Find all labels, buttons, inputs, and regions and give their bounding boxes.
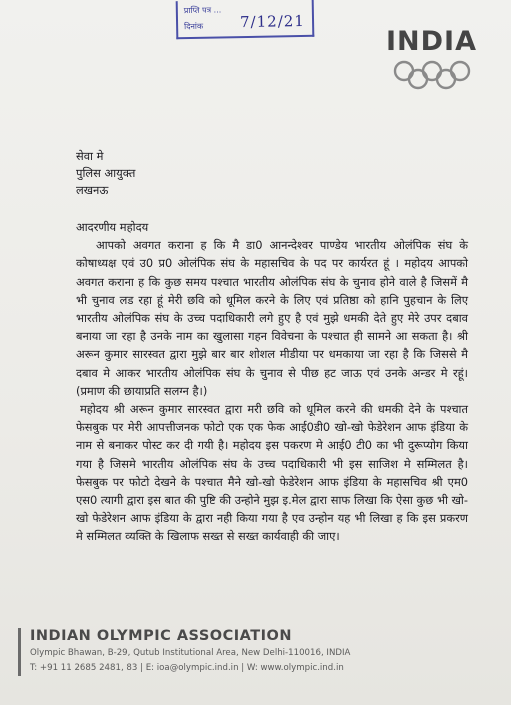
stamp-handwritten-date: 7/12/21 <box>239 11 306 32</box>
address-line-3: लखनऊ <box>76 183 109 197</box>
footer-accent-bar <box>18 628 21 676</box>
stamp-line-receipt: प्राप्ति पत्र ... <box>183 5 222 16</box>
footer-org-name: INDIAN OLYMPIC ASSOCIATION <box>30 628 292 644</box>
letter-body <box>76 148 468 546</box>
ring-yellow <box>409 70 427 88</box>
paragraph-2: महोदय श्री अरून कुमार सारस्वत द्वारा मरी छवि को धूमिल करने की धमकी देने के पश्चात फेसबुक पर मेरी आपत्तीजनक फोटो एक एक फेक आई0डी0 खो-खो फेडेरेशन आफ इंडिया के नाम से बनाकर पोस्ट कर दी गयी है। महोदय इस पकरण मे आई0 टी0 का भी दुरूप्योग किया गया है जिसमे भारतीय ओलंपिक संघ के उच्च पदाधिकारी भी इस साजिश मे सम्मिलत है। फेसबुक पर फोटो देखने के पश्चात मैने खो-खो फेडेरेशन आफ इंडिया के महासचिव श्री एम0 एस0 त्यागी द्वारा इस बात की पुष्टि की उन्होने मुझ इ.मेल द्वारा साफ लिखा कि ऐसा कुछ भी खो-खो फेडेरेशन आफ इंडिया के द्वारा नही किया गया है एव उन्होन यह भी लिखा ह कि इस प्रकरण मे सम्मिलत व्यक्ति के खिलाफ सख्त से सख्त कार्यवाही की जाए। <box>76 402 468 544</box>
paragraph-1: आपको अवगत कराना ह कि मै डा0 आनन्देश्वर पाण्डेय भारतीय ओलंपिक संघ के कोषाध्यक्ष एवं उ0 प्र0 ओलंपिक संघ के महासचिव के पद पर कार्यरत हूं । महोदय आपको अवगत कराना ह कि कुछ समय पश्चात भारतीय ओलंपिक संघ के चुनाव होने वाले है जिसमें मै भी चुनाव लड रहा हूं मेरी छवि को धूमिल करने के लिए एवं प्रतिष्ठा को हानि पुहचान के लिए भारतीय ओलंपिक संघ के उच्च पदाधिकारी लगे हुए है एवं मुझे धमकी देते हुए मेरे उपर दबाव बनाया जा रहा है उनके नाम का खुलासा गहन विवेचना के पश्चात ही सामने आ सकता है। श्री अरून कुमार सारस्वत द्वारा मुझे बार बार शोशल मीडीया पर धमकाया जा रहा है कि जिससे मै दबाव मे आकर भारतीय ओलंपिक संघ के चुनाव से पीछ हट जाऊ एवं उनके अन्डर मे रहूं। (प्रमाण की छायाप्रति सलग्न है।) <box>76 238 468 398</box>
india-brand-logo: INDIA <box>386 26 477 57</box>
ring-green <box>437 70 455 88</box>
olympic-rings-icon <box>392 60 472 90</box>
receipt-stamp <box>176 0 315 39</box>
stamp-line-date-label: दिनांक <box>184 21 204 32</box>
footer-address: Olympic Bhawan, B-29, Qutub Institutional Area, New Delhi-110016, INDIA <box>30 648 351 658</box>
footer-contact: T: +91 11 2685 2481, 83 | E: ioa@olympic.ind.in | W: www.olympic.ind.in <box>30 663 344 673</box>
address-line-2: पुलिस आयुक्त <box>76 166 136 180</box>
address-line-1: सेवा मे <box>76 149 104 163</box>
salutation: आदरणीय महोदय <box>76 220 149 234</box>
recipient-address <box>76 148 468 199</box>
